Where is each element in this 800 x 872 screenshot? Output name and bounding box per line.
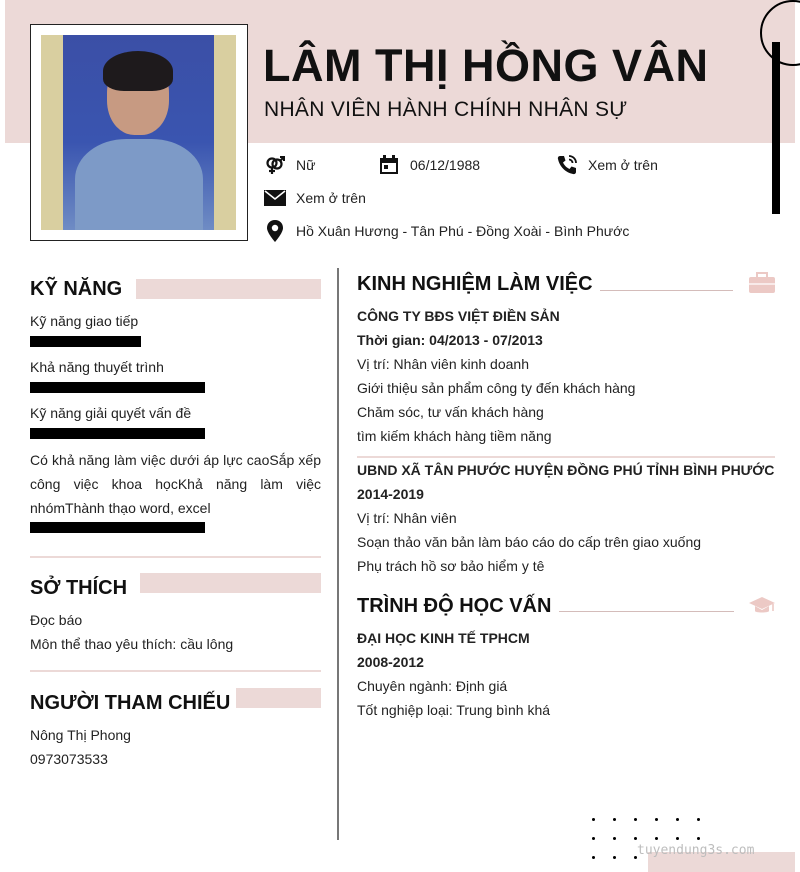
- decorative-dot: [697, 837, 700, 840]
- decorative-dot: [613, 856, 616, 859]
- decorative-dot: [592, 837, 595, 840]
- job-period: 2014-2019: [357, 486, 424, 502]
- company-name: UBND XÃ TÂN PHƯỚC HUYỆN ĐỒNG PHÚ TỈNH BÌNH PHƯỚC: [357, 462, 775, 478]
- section-divider: [30, 556, 321, 558]
- phone-value: Xem ở trên: [588, 157, 658, 173]
- decorative-dot: [592, 818, 595, 821]
- decorative-dot: [676, 837, 679, 840]
- hobby-item: Môn thể thao yêu thích: cầu lông: [30, 636, 234, 652]
- section-divider: [30, 670, 321, 672]
- job-detail: Chăm sóc, tư vấn khách hàng: [357, 404, 544, 420]
- reference-title-bar: [236, 688, 321, 708]
- birthday-value: 06/12/1988: [410, 157, 481, 173]
- decorative-dot: [634, 837, 637, 840]
- experience-title: KINH NGHIỆM LÀM VIỆC: [357, 273, 593, 295]
- job-detail: tìm kiếm khách hàng tiềm năng: [357, 428, 552, 444]
- job-detail: Phụ trách hồ sơ bảo hiểm y tê: [357, 558, 545, 574]
- skills-title-bar: [136, 279, 321, 299]
- decorative-dot: [613, 837, 616, 840]
- education-period: 2008-2012: [357, 654, 424, 670]
- envelope-icon: [264, 187, 286, 209]
- job-title: NHÂN VIÊN HÀNH CHÍNH NHÂN SỰ: [264, 98, 628, 121]
- hobby-item: Đọc báo: [30, 612, 83, 628]
- briefcase-icon: [749, 272, 775, 299]
- calendar-icon: [378, 154, 400, 176]
- skill-description: Có khả năng làm việc dưới áp lực caoSắp xếp công việc khoa họcKhả năng làm việc nhómThành thạo word, excel: [30, 452, 321, 516]
- decorative-dot: [655, 818, 658, 821]
- decorative-dot: [697, 818, 700, 821]
- decorative-dot: [634, 818, 637, 821]
- job-detail: Vị trí: Nhân viên kinh doanh: [357, 356, 529, 372]
- company-name: CÔNG TY BĐS VIỆT ĐIỀN SẢN: [357, 308, 560, 324]
- phone-info: [556, 154, 658, 176]
- address-value: Hồ Xuân Hương - Tân Phú - Đồng Xoài - Bình Phước: [296, 223, 630, 239]
- column-divider: [337, 268, 339, 840]
- graduation-cap-icon: [749, 596, 775, 621]
- education-title: TRÌNH ĐỘ HỌC VẤN: [357, 595, 552, 617]
- experience-title-rule: [600, 290, 733, 291]
- candidate-name: LÂM THỊ HỒNG VÂN: [263, 40, 709, 91]
- reference-title: NGƯỜI THAM CHIẾU: [30, 692, 231, 714]
- hobbies-title: SỞ THÍCH: [30, 577, 128, 599]
- education-title-rule: [559, 611, 734, 612]
- education-major: Chuyên ngành: Định giá: [357, 678, 508, 694]
- birthday-info: [378, 154, 480, 176]
- decorative-dot: [655, 837, 658, 840]
- job-detail: Giới thiệu sản phẩm công ty đến khách hàng: [357, 380, 636, 396]
- watermark: tuyendung3s.com: [637, 843, 755, 858]
- skill-level-bar: [30, 336, 141, 347]
- decorative-dot: [592, 856, 595, 859]
- map-pin-icon: [264, 220, 286, 242]
- job-period: Thời gian: 04/2013 - 07/2013: [357, 332, 543, 348]
- school-name: ĐẠI HỌC KINH TẾ TPHCM: [357, 630, 530, 646]
- profile-photo: [41, 35, 236, 230]
- skill-level-bar: [30, 522, 205, 533]
- skill-level-bar: [30, 428, 205, 439]
- skill-name: Kỹ năng giải quyết vấn đề: [30, 405, 192, 421]
- skill-name: Khả năng thuyết trình: [30, 359, 164, 375]
- skill-name: Kỹ năng giao tiếp: [30, 313, 139, 329]
- reference-phone: 0973073533: [30, 751, 108, 767]
- skills-title: KỸ NĂNG: [30, 278, 123, 300]
- email-value: Xem ở trên: [296, 190, 366, 206]
- gender-value: Nữ: [296, 157, 316, 173]
- decorative-bar: [772, 42, 780, 214]
- reference-name: Nông Thị Phong: [30, 727, 131, 743]
- decorative-dot: [676, 818, 679, 821]
- email-info: [264, 187, 366, 209]
- job-detail: Vị trí: Nhân viên: [357, 510, 457, 526]
- address-info: [264, 220, 629, 242]
- job-divider: [357, 456, 775, 458]
- skill-level-bar: [30, 382, 205, 393]
- hobbies-title-bar: [140, 573, 321, 593]
- gender-info: [264, 154, 315, 176]
- job-detail: Soạn thảo văn bản làm báo cáo do cấp trên giao xuống: [357, 534, 702, 550]
- phone-icon: [556, 154, 578, 176]
- education-grade: Tốt nghiệp loại: Trung bình khá: [357, 702, 551, 718]
- decorative-dot: [613, 818, 616, 821]
- gender-icon: [264, 154, 286, 176]
